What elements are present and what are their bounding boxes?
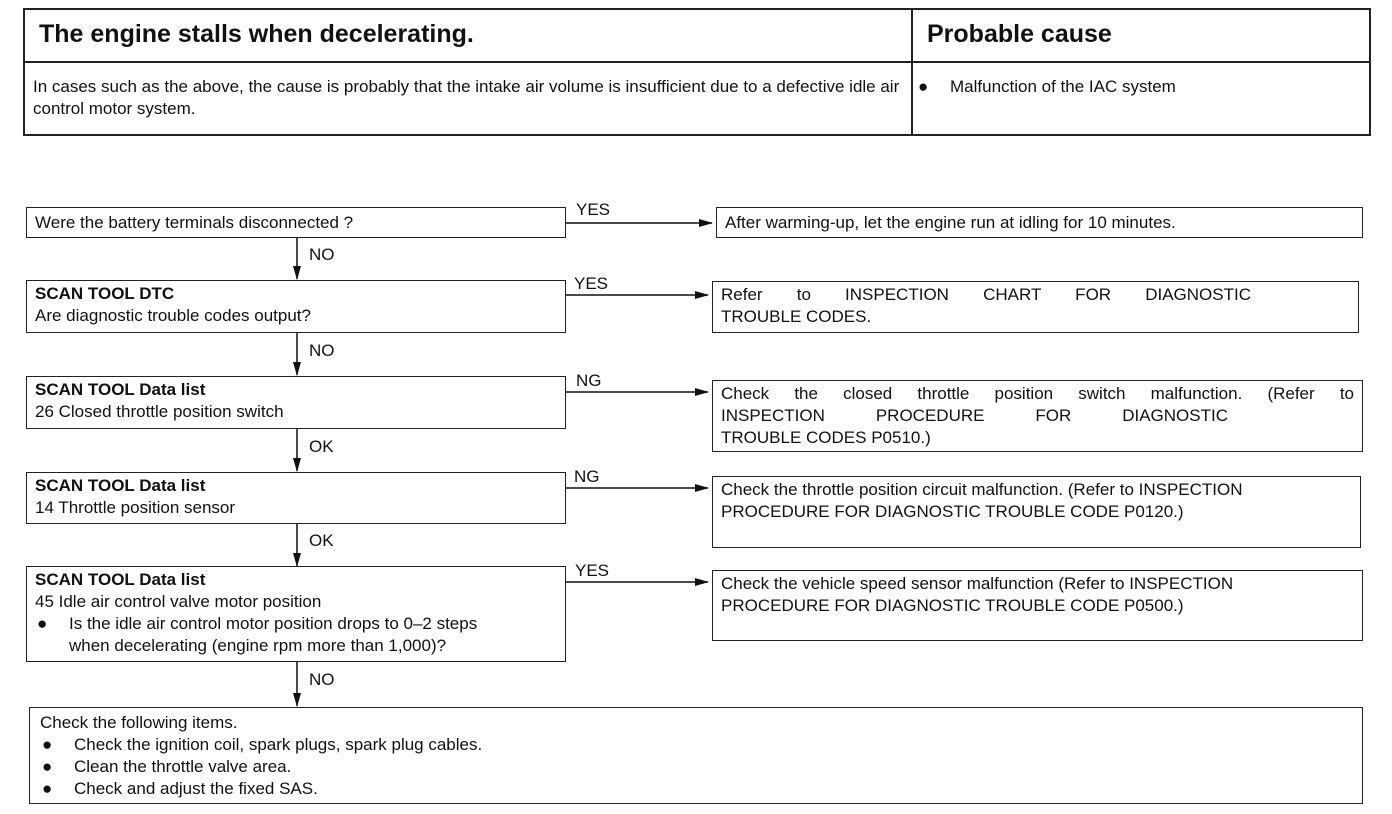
result-box-tps: [712, 476, 1361, 548]
branch-label-yes: YES: [574, 274, 609, 293]
decision-box-tps: [26, 472, 566, 524]
branch-label-ng: NG: [576, 371, 602, 390]
bullet-icon: ●: [918, 77, 929, 96]
list-item: ● Check and adjust the fixed SAS.: [42, 779, 318, 798]
decision-question: 14 Throttle position sensor: [35, 498, 236, 517]
cause-item-text: Malfunction of the IAC system: [950, 77, 1176, 96]
page-title: The engine stalls when decelerating.: [39, 20, 474, 48]
result-text-line: INSPECTION PROCEDURE FOR DIAGNOSTIC: [721, 406, 1228, 425]
decision-title: SCAN TOOL Data list: [35, 570, 206, 589]
flow-label-no: NO: [309, 245, 335, 264]
flow-label-ok: OK: [309, 531, 334, 550]
decision-question-line: when decelerating (engine rpm more than 1,000)?: [69, 636, 447, 655]
decision-title: SCAN TOOL DTC: [35, 284, 175, 303]
bullet-icon: ●: [42, 779, 53, 798]
list-item: ● Check the ignition coil, spark plugs, spark plug cables.: [42, 735, 483, 754]
branch-label-ng: NG: [574, 467, 600, 486]
decision-title: SCAN TOOL Data list: [35, 380, 206, 399]
decision-question: [35, 613, 557, 657]
result-box-dtc-chart: [712, 281, 1359, 333]
result-box-closed-throttle: [712, 380, 1363, 452]
result-box-warmup: [716, 207, 1363, 238]
branch-label-yes: YES: [576, 200, 611, 219]
result-box-vss: [712, 570, 1363, 641]
decision-question-line: Is the idle air control motor position drops to 0–2 steps: [69, 614, 478, 633]
final-heading: Check the following items.: [40, 713, 238, 732]
bullet-icon: ●: [42, 757, 53, 776]
bullet-icon: ●: [37, 614, 48, 633]
decision-box-battery: [26, 207, 566, 238]
result-text-line: PROCEDURE FOR DIAGNOSTIC TROUBLE CODE P0120.): [721, 502, 1184, 521]
flow-label-no: NO: [309, 341, 335, 360]
result-text-line: TROUBLE CODES.: [721, 307, 872, 326]
flow-label-no: NO: [309, 670, 335, 689]
result-text-line: Refer to INSPECTION CHART FOR DIAGNOSTIC: [721, 285, 1251, 304]
flow-label-ok: OK: [309, 437, 334, 456]
branch-label-yes: YES: [575, 561, 610, 580]
decision-title: SCAN TOOL Data list: [35, 476, 206, 495]
decision-box-closed-throttle: [26, 376, 566, 429]
probable-cause-heading: Probable cause: [927, 20, 1112, 48]
result-text-line: Check the throttle position circuit malfunction. (Refer to INSPECTION: [721, 480, 1243, 499]
decision-item: 45 Idle air control valve motor position: [35, 592, 322, 611]
result-text-line: Check the closed throttle position switch malfunction. (Refer to: [721, 384, 1354, 403]
decision-question: Are diagnostic trouble codes output?: [35, 306, 311, 325]
result-text-line: TROUBLE CODES P0510.): [721, 428, 931, 447]
decision-question: 26 Closed throttle position switch: [35, 402, 284, 421]
bullet-icon: ●: [42, 735, 53, 754]
list-item: ● Clean the throttle valve area.: [42, 757, 292, 776]
decision-question: Were the battery terminals disconnected ?: [35, 213, 354, 232]
decision-box-iac-position: [26, 566, 566, 662]
final-check-box: [29, 707, 1363, 804]
result-text-line: PROCEDURE FOR DIAGNOSTIC TROUBLE CODE P0500.): [721, 596, 1184, 615]
result-text-line: Check the vehicle speed sensor malfunction (Refer to INSPECTION: [721, 574, 1234, 593]
problem-description: In cases such as the above, the cause is probably that the intake air volume is insufficient due to a defective idle air control motor system.: [33, 77, 900, 118]
result-text: After warming-up, let the engine run at idling for 10 minutes.: [725, 213, 1176, 232]
decision-box-dtc: [26, 280, 566, 333]
